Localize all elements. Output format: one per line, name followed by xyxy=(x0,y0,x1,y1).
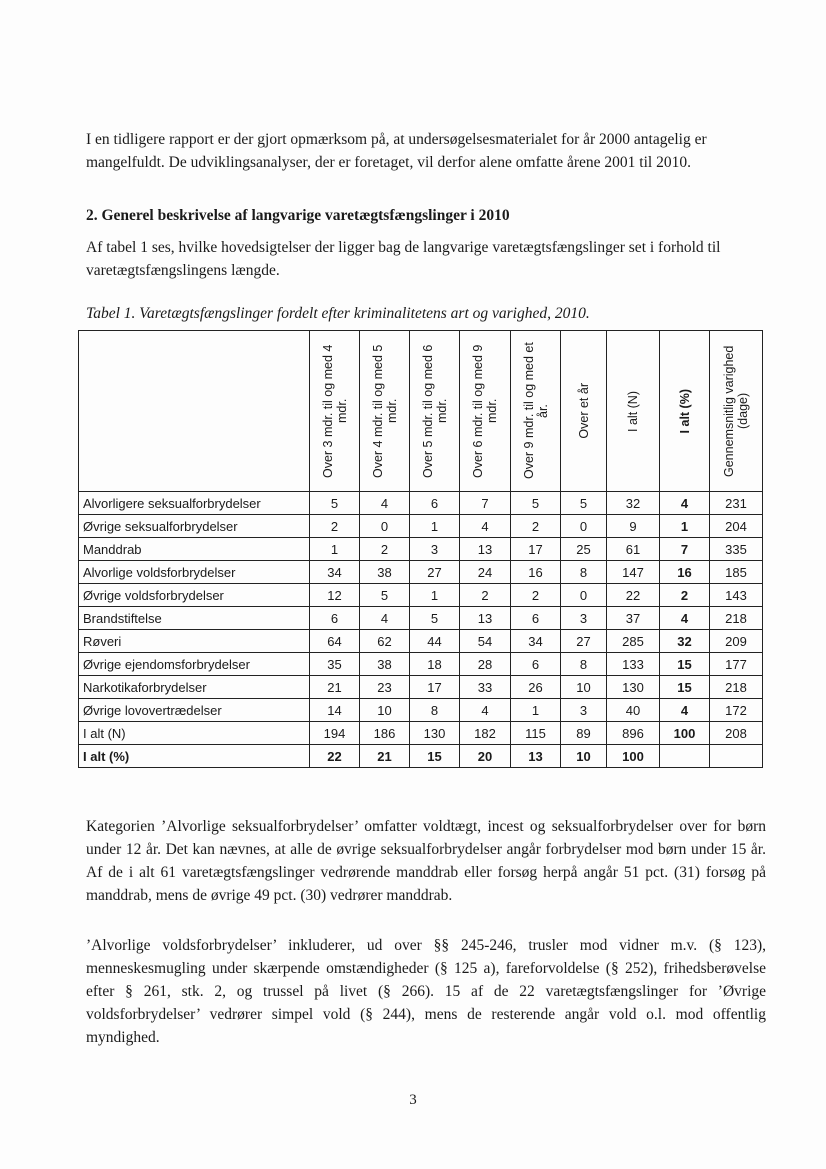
data-table xyxy=(78,330,763,768)
table-cell: 89 xyxy=(561,722,607,745)
table-cell: 22 xyxy=(607,584,660,607)
table-cell: 33 xyxy=(460,676,511,699)
table-cell: 27 xyxy=(561,630,607,653)
table-cell: 24 xyxy=(460,561,511,584)
paragraph-vold: ’Alvorlige voldsforbrydelser’ inkluderer, ud over §§ 245-246, trusler mod vidner m.v. (§ 123), menneskesmugling under skærpende omstændigheder (§ 125 a), fareforvoldelse (§ 252), frihedsberøvelse efter § 261, stk. 2, og trussel på livet (§ 266). 15 af de 22 varetægtsfængslinger for ’Øvrige voldsforbrydelser’ vedrører simpel vold (§ 244), mens de resterende angår vold o.l. mod offentlig myndighed. xyxy=(86,937,766,1046)
table-cell: 6 xyxy=(511,607,561,630)
table-cell: 22 xyxy=(310,745,360,768)
table-row xyxy=(79,630,763,653)
table-cell: 4 xyxy=(360,607,410,630)
table-row xyxy=(79,676,763,699)
table-cell: 17 xyxy=(410,676,460,699)
table-cell: 9 xyxy=(607,515,660,538)
table-cell: 0 xyxy=(561,584,607,607)
table-cell: 61 xyxy=(607,538,660,561)
table-cell: 7 xyxy=(460,492,511,515)
intro-paragraph: I en tidligere rapport er der gjort opmærksom på, at undersøgelsesmaterialet for år 2000 antagelig er mangelfuldt. De udviklingsanalyser, der er foretaget, vil derfor alene omfatte årene 2001 til 2010. xyxy=(86,131,707,171)
table-cell: 0 xyxy=(561,515,607,538)
table-cell: 5 xyxy=(360,584,410,607)
row-label: Øvrige lovovertrædelser xyxy=(79,699,310,722)
table-cell: 231 xyxy=(710,492,763,515)
table-row xyxy=(79,492,763,515)
page-number: 3 xyxy=(409,1092,417,1108)
table-cell: 7 xyxy=(660,538,710,561)
table-cell: 10 xyxy=(360,699,410,722)
table-cell: 28 xyxy=(460,653,511,676)
table-cell: 34 xyxy=(310,561,360,584)
table-cell: 12 xyxy=(310,584,360,607)
table-cell: 0 xyxy=(360,515,410,538)
column-header: I alt (%) xyxy=(660,331,710,492)
table-cell: 10 xyxy=(561,745,607,768)
table-cell: 2 xyxy=(310,515,360,538)
table-cell: 115 xyxy=(511,722,561,745)
table-cell: 38 xyxy=(360,653,410,676)
table-cell: 4 xyxy=(660,607,710,630)
table-cell: 14 xyxy=(310,699,360,722)
table-cell: 100 xyxy=(607,745,660,768)
row-label: I alt (N) xyxy=(79,722,310,745)
table-cell: 35 xyxy=(310,653,360,676)
section-heading: 2. Generel beskrivelse af langvarige varetægtsfængslinger i 2010 xyxy=(86,207,510,224)
table-row xyxy=(79,699,763,722)
table-row xyxy=(79,584,763,607)
table-cell: 130 xyxy=(410,722,460,745)
column-header: I alt (N) xyxy=(607,331,660,492)
table-cell: 16 xyxy=(660,561,710,584)
table-row xyxy=(79,607,763,630)
table-row xyxy=(79,745,763,768)
table-cell: 15 xyxy=(660,676,710,699)
table-cell: 130 xyxy=(607,676,660,699)
table-cell: 185 xyxy=(710,561,763,584)
column-header: Over 6 mdr. til og med 9 mdr. xyxy=(460,331,511,492)
table-corner-cell xyxy=(79,331,310,492)
table-cell: 34 xyxy=(511,630,561,653)
table-cell: 2 xyxy=(360,538,410,561)
table-cell: 4 xyxy=(660,492,710,515)
table-cell: 6 xyxy=(410,492,460,515)
table-cell: 64 xyxy=(310,630,360,653)
row-label: Alvorlige voldsforbrydelser xyxy=(79,561,310,584)
table-cell: 6 xyxy=(511,653,561,676)
table-cell: 26 xyxy=(511,676,561,699)
row-label: I alt (%) xyxy=(79,745,310,768)
table-cell: 209 xyxy=(710,630,763,653)
table-cell: 13 xyxy=(460,607,511,630)
table-cell: 204 xyxy=(710,515,763,538)
table-cell: 5 xyxy=(310,492,360,515)
table-cell: 54 xyxy=(460,630,511,653)
row-label: Narkotikaforbrydelser xyxy=(79,676,310,699)
table-cell: 208 xyxy=(710,722,763,745)
table-cell: 37 xyxy=(607,607,660,630)
row-label: Øvrige voldsforbrydelser xyxy=(79,584,310,607)
table-cell: 8 xyxy=(561,653,607,676)
table-row xyxy=(79,653,763,676)
table-cell: 100 xyxy=(660,722,710,745)
row-label: Øvrige seksualforbrydelser xyxy=(79,515,310,538)
table-cell: 3 xyxy=(561,607,607,630)
table-cell: 6 xyxy=(310,607,360,630)
table-cell: 335 xyxy=(710,538,763,561)
table-cell: 16 xyxy=(511,561,561,584)
table-cell: 44 xyxy=(410,630,460,653)
table-row xyxy=(79,538,763,561)
table-cell: 186 xyxy=(360,722,410,745)
table-row xyxy=(79,722,763,745)
table-cell: 218 xyxy=(710,607,763,630)
table-cell: 896 xyxy=(607,722,660,745)
table-cell: 38 xyxy=(360,561,410,584)
table-cell: 147 xyxy=(607,561,660,584)
column-header: Over 4 mdr. til og med 5 mdr. xyxy=(360,331,410,492)
table-cell: 17 xyxy=(511,538,561,561)
row-label: Alvorligere seksualforbrydelser xyxy=(79,492,310,515)
table-cell: 15 xyxy=(660,653,710,676)
table-header-row xyxy=(79,331,763,492)
table-cell: 285 xyxy=(607,630,660,653)
table-cell: 143 xyxy=(710,584,763,607)
table-cell: 21 xyxy=(360,745,410,768)
table-cell xyxy=(660,745,710,768)
table-cell: 25 xyxy=(561,538,607,561)
table-cell: 2 xyxy=(660,584,710,607)
table-cell: 182 xyxy=(460,722,511,745)
table-cell: 133 xyxy=(607,653,660,676)
table-cell: 1 xyxy=(660,515,710,538)
table-cell: 5 xyxy=(511,492,561,515)
table-cell: 2 xyxy=(511,584,561,607)
row-label: Øvrige ejendomsforbrydelser xyxy=(79,653,310,676)
column-header: Over 3 mdr. til og med 4 mdr. xyxy=(310,331,360,492)
table-row xyxy=(79,515,763,538)
table-cell: 40 xyxy=(607,699,660,722)
table-cell: 2 xyxy=(511,515,561,538)
table-cell: 21 xyxy=(310,676,360,699)
table-cell: 5 xyxy=(561,492,607,515)
table-cell: 32 xyxy=(607,492,660,515)
table-cell: 13 xyxy=(511,745,561,768)
row-label: Brandstiftelse xyxy=(79,607,310,630)
column-header: Over et år xyxy=(561,331,607,492)
table-cell: 1 xyxy=(410,515,460,538)
table-cell: 23 xyxy=(360,676,410,699)
table-cell: 15 xyxy=(410,745,460,768)
table-cell: 62 xyxy=(360,630,410,653)
row-label: Manddrab xyxy=(79,538,310,561)
table-cell: 2 xyxy=(460,584,511,607)
table-cell xyxy=(710,745,763,768)
table-cell: 194 xyxy=(310,722,360,745)
table-cell: 4 xyxy=(460,515,511,538)
table-cell: 4 xyxy=(660,699,710,722)
table-cell: 27 xyxy=(410,561,460,584)
table-cell: 8 xyxy=(410,699,460,722)
table-cell: 13 xyxy=(460,538,511,561)
table-cell: 32 xyxy=(660,630,710,653)
table-cell: 18 xyxy=(410,653,460,676)
table-cell: 3 xyxy=(561,699,607,722)
table-cell: 3 xyxy=(410,538,460,561)
paragraph-seksual: Kategorien ’Alvorlige seksualforbrydelser’ omfatter voldtægt, incest og seksualforbrydelser over for børn under 12 år. Det kan nævnes, at alle de øvrige seksualforbrydelser angår forbrydelser mod børn under 15 år. Af de i alt 61 varetægtsfængslinger vedrørende manddrab eller forsøg herpå angår 51 pct. (31) forsøg på manddrab, mens de øvrige 49 pct. (30) vedrører manddrab. xyxy=(86,818,766,904)
table-cell: 4 xyxy=(460,699,511,722)
table-cell: 1 xyxy=(310,538,360,561)
section-text: Af tabel 1 ses, hvilke hovedsigtelser der ligger bag de langvarige varetægtsfængslinger set i forhold til varetægtsfængslingens længde. xyxy=(86,239,721,279)
table-body xyxy=(79,492,763,768)
column-header: Gennemsnitlig varighed (dage) xyxy=(710,331,763,492)
table-cell: 4 xyxy=(360,492,410,515)
table-cell: 20 xyxy=(460,745,511,768)
row-label: Røveri xyxy=(79,630,310,653)
table-cell: 5 xyxy=(410,607,460,630)
table-cell: 10 xyxy=(561,676,607,699)
table-cell: 218 xyxy=(710,676,763,699)
table-cell: 1 xyxy=(410,584,460,607)
table-row xyxy=(79,561,763,584)
table-cell: 1 xyxy=(511,699,561,722)
table-caption: Tabel 1. Varetægtsfængslinger fordelt efter kriminalitetens art og varighed, 2010. xyxy=(86,305,590,322)
column-header: Over 5 mdr. til og med 6 mdr. xyxy=(410,331,460,492)
table-cell: 172 xyxy=(710,699,763,722)
table-cell: 8 xyxy=(561,561,607,584)
column-header: Over 9 mdr. til og med et år. xyxy=(511,331,561,492)
table-cell: 177 xyxy=(710,653,763,676)
